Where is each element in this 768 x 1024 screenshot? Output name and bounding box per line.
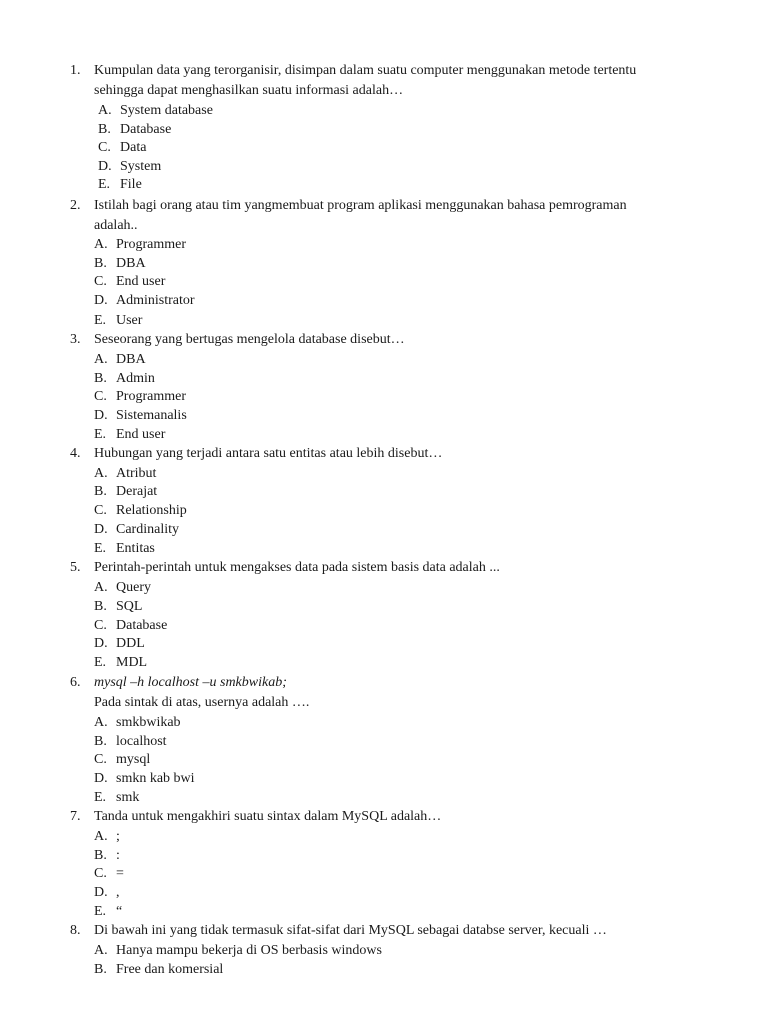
option-letter: D. (94, 522, 108, 537)
option-text: “ (116, 904, 123, 919)
option-letter: C. (94, 503, 107, 518)
option-letter: B. (98, 122, 111, 137)
option-letter: C. (94, 866, 107, 881)
option-letter: C. (94, 618, 107, 633)
option-letter: E. (94, 541, 107, 556)
question-text: sehingga dapat menghasilkan suatu informasi adalah… (94, 83, 404, 98)
question-text: Istilah bagi orang atau tim yangmembuat program aplikasi menggunakan bahasa pemrograman (94, 198, 627, 213)
question-text: Di bawah ini yang tidak termasuk sifat-sifat dari MySQL sebagai databse server, kecuali … (94, 923, 607, 938)
question-number: 5. (70, 560, 81, 575)
question-text: Perintah-perintah untuk mengakses data pada sistem basis data adalah ... (94, 560, 500, 575)
question-text: Tanda untuk mengakhiri suatu sintax dalam MySQL adalah… (94, 809, 442, 824)
option-text: DBA (116, 352, 146, 367)
option-text: System database (120, 103, 213, 118)
option-text: Database (116, 618, 168, 633)
question-number: 4. (70, 446, 81, 461)
option-letter: B. (94, 371, 107, 386)
option-text: Database (120, 122, 172, 137)
option-text: SQL (116, 599, 143, 614)
option-letter: B. (94, 848, 107, 863)
option-text: Sistemanalis (116, 408, 187, 423)
option-text: Query (116, 580, 151, 595)
option-text: smk (116, 790, 140, 805)
question-number: 6. (70, 675, 81, 690)
question-text: adalah.. (94, 218, 138, 233)
question-number: 1. (70, 63, 81, 78)
option-letter: D. (94, 636, 108, 651)
option-text: , (116, 885, 120, 900)
question-text: Kumpulan data yang terorganisir, disimpan dalam suatu computer menggunakan metode tertentu (94, 63, 637, 78)
option-text: Atribut (116, 466, 157, 481)
option-text: Programmer (116, 237, 186, 252)
option-letter: A. (94, 829, 108, 844)
option-letter: A. (94, 715, 108, 730)
question-text: Pada sintak di atas, usernya adalah …. (94, 695, 310, 710)
option-letter: E. (94, 655, 107, 670)
option-letter: E. (94, 427, 107, 442)
option-letter: B. (94, 599, 107, 614)
option-text: User (116, 313, 143, 328)
question-text: Seseorang yang bertugas mengelola database disebut… (94, 332, 405, 347)
option-letter: A. (94, 580, 108, 595)
option-text: MDL (116, 655, 148, 670)
option-letter: A. (98, 103, 112, 118)
option-letter: E. (94, 313, 107, 328)
question-number: 7. (70, 809, 81, 824)
option-text: DDL (116, 636, 145, 651)
option-letter: B. (94, 962, 107, 977)
option-text: Entitas (116, 541, 155, 556)
option-text: mysql (116, 752, 151, 767)
option-letter: B. (94, 734, 107, 749)
option-text: End user (116, 427, 166, 442)
option-text: Free dan komersial (116, 962, 224, 977)
option-text: ; (116, 829, 120, 844)
option-letter: D. (94, 293, 108, 308)
option-text: System (120, 159, 162, 174)
question-number: 8. (70, 923, 81, 938)
option-letter: E. (94, 904, 107, 919)
option-letter: D. (94, 408, 108, 423)
option-letter: C. (98, 140, 111, 155)
option-letter: C. (94, 274, 107, 289)
option-letter: D. (94, 885, 108, 900)
option-text: Derajat (116, 484, 158, 499)
option-letter: D. (98, 159, 112, 174)
option-text: Data (120, 140, 147, 155)
option-letter: C. (94, 389, 107, 404)
option-letter: A. (94, 466, 108, 481)
option-letter: B. (94, 484, 107, 499)
question-text: Hubungan yang terjadi antara satu entitas atau lebih disebut… (94, 446, 443, 461)
question-number: 2. (70, 198, 81, 213)
option-text: localhost (116, 734, 167, 749)
option-text: File (120, 177, 142, 192)
option-letter: A. (94, 352, 108, 367)
option-text: Admin (116, 371, 155, 386)
option-text: DBA (116, 256, 146, 271)
option-letter: E. (94, 790, 107, 805)
option-text: End user (116, 274, 166, 289)
option-text: = (116, 866, 124, 881)
option-text: Relationship (116, 503, 187, 518)
option-text: Hanya mampu bekerja di OS berbasis windows (116, 943, 382, 958)
option-text: Cardinality (116, 522, 179, 537)
option-text: Programmer (116, 389, 186, 404)
option-letter: C. (94, 752, 107, 767)
option-text: smkn kab bwi (116, 771, 195, 786)
option-letter: A. (94, 943, 108, 958)
command-text: mysql –h localhost –u smkbwikab; (94, 675, 287, 690)
option-letter: D. (94, 771, 108, 786)
option-text: smkbwikab (116, 715, 181, 730)
option-letter: E. (98, 177, 111, 192)
question-number: 3. (70, 332, 81, 347)
option-letter: B. (94, 256, 107, 271)
option-letter: A. (94, 237, 108, 252)
option-text: : (116, 848, 120, 863)
option-text: Administrator (116, 293, 195, 308)
